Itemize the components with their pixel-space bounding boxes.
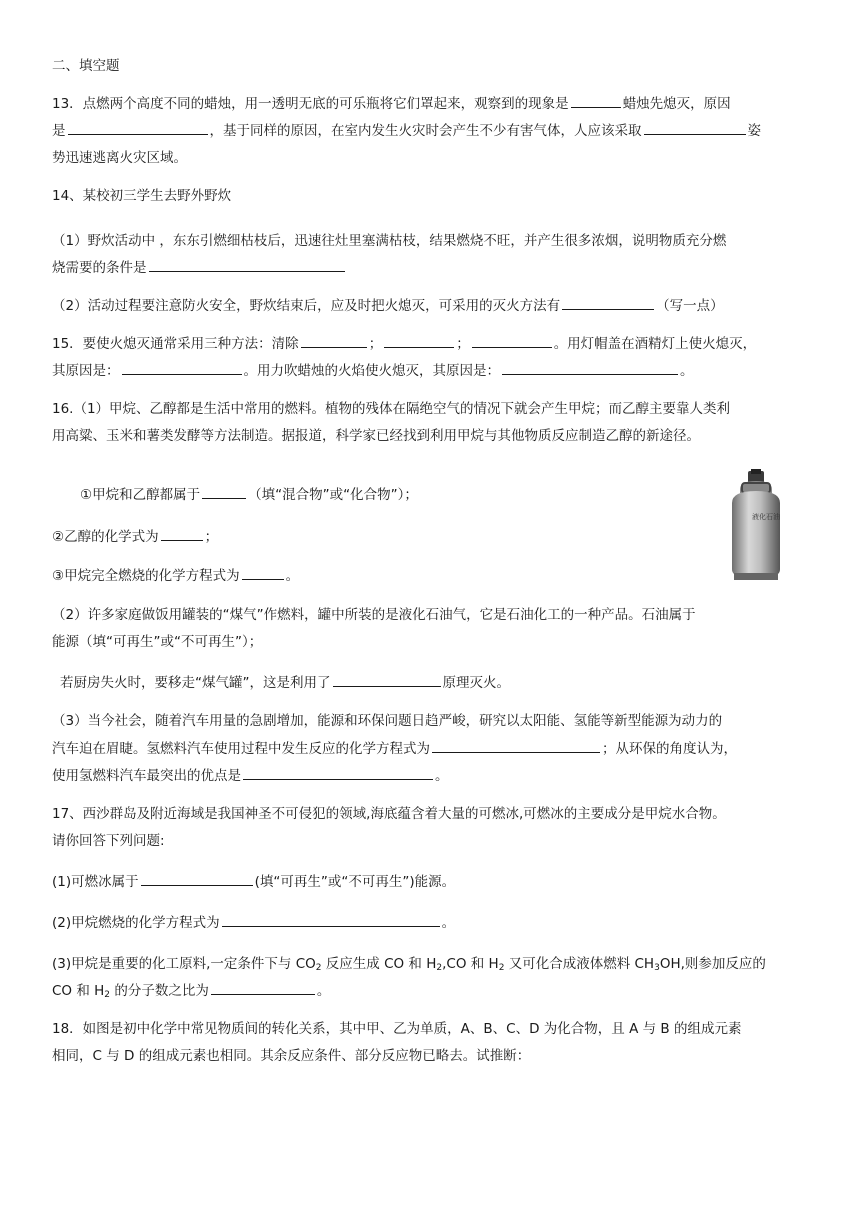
- q16-part2-line-2: 能源（填“可再生”或“不可再生”）；: [52, 634, 263, 650]
- q13-line-2: 是 ，基于同样的原因，在室内发生火灾时会产生不少有害气体，人应该采取 姿: [52, 118, 808, 145]
- q16-part3-line-2: 汽车迫在眉睫。氢燃料汽车使用过程中发生反应的化学方程式为 ；从环保的角度认为，: [52, 736, 808, 763]
- q16-part2-line-1: （2）许多家庭做饭用罐装的“煤气”作燃料，罐中所装的是液化石油气，它是石油化工的一种产品。石油属于: [52, 607, 696, 623]
- q16-sub-3: ③甲烷完全燃烧的化学方程式为 。: [52, 563, 808, 590]
- q17-line-2: 请你回答下列问题:: [52, 833, 165, 849]
- q17-sub-3-line-1: (3)甲烷是重要的化工原料,一定条件下与 $CO_2$ 反应生成 CO 和 $H_2,CO$ 和 $H_2$ 又可化合成液体燃料 $CH_3OH$,则参加反应的: [52, 956, 766, 973]
- gas-cylinder-image: [726, 469, 786, 581]
- q13-blank-3[interactable]: [644, 118, 746, 135]
- q16-part3-line-3: 使用氢燃料汽车最突出的优点是 。: [52, 763, 808, 790]
- q17-blank-2[interactable]: [222, 910, 440, 927]
- section-title: 二、填空题: [52, 58, 120, 74]
- q18-line-2: 相同，C 与 D 的组成元素也相同。其余反应条件、部分反应物已略去。试推断：: [52, 1048, 531, 1064]
- q13-line-3: 势迅速逃离火灾区域。: [52, 150, 187, 166]
- q14-title: 14、某校初三学生去野外野炊: [52, 188, 232, 204]
- q17-sub-3-line-2: CO 和 $H_2$ 的分子数之比为 。: [52, 978, 808, 1005]
- q15-line-2: 其原因是： 。用力吹蜡烛的火焰使火熄灭，其原因是： 。: [52, 358, 808, 385]
- q15-blank-3[interactable]: [472, 331, 552, 348]
- q18-line-1: 18．如图是初中化学中常见物质间的转化关系，其中甲、乙为单质，A、B、C、D 为化合物，且 A 与 B 的组成元素: [52, 1021, 742, 1037]
- q16-sub-1: ①甲烷和乙醇都属于 （填“混合物”或“化合物”）；: [80, 482, 836, 509]
- q13-blank-2[interactable]: [68, 118, 208, 135]
- q14-part1-line-1: （1）野炊活动中 ，东东引燃细枯枝后，迅速往灶里塞满枯枝，结果燃烧不旺，并产生很多浓烟，说明物质充分燃: [52, 233, 727, 249]
- q17-blank-1[interactable]: [141, 869, 253, 886]
- q17-sub-1: (1)可燃冰属于 (填“可再生”或“不可再生”)能源。: [52, 869, 808, 896]
- q17-line-1: 17、西沙群岛及附近海域是我国神圣不可侵犯的领域,海底蕴含着大量的可燃冰,可燃冰的主要成分是甲烷水合物。: [52, 806, 726, 822]
- q16-sub-2: ②乙醇的化学式为 ；: [52, 524, 808, 551]
- q16-blank-6[interactable]: [243, 763, 433, 780]
- q16-part3-line-1: （3）当今社会，随着汽车用量的急剧增加，能源和环保问题日趋严峻，研究以太阳能、氢能等新型能源为动力的: [52, 713, 723, 729]
- q16-intro-line-1: 16.（1）甲烷、乙醇都是生活中常用的燃料。植物的残体在隔绝空气的情况下就会产生甲烷；而乙醇主要靠人类利: [52, 401, 731, 417]
- q16-intro-line-2: 用高粱、玉米和薯类发酵等方法制造。据报道，科学家已经找到利用甲烷与其他物质反应制造乙醇的新途径。: [52, 428, 700, 444]
- q15-blank-2[interactable]: [384, 331, 454, 348]
- q14-part2: （2）活动过程要注意防火安全，野炊结束后，应及时把火熄灭，可采用的灭火方法有 （写一点）: [52, 293, 808, 320]
- q15-blank-4[interactable]: [122, 358, 242, 375]
- q17-sub-2: (2)甲烷燃烧的化学方程式为 。: [52, 910, 808, 937]
- q16-blank-4[interactable]: [333, 670, 441, 687]
- q15-blank-1[interactable]: [301, 331, 367, 348]
- q15-line-1: 15．要使火熄灭通常采用三种方法：清除 ； ； 。用灯帽盖在酒精灯上使火熄灭，: [52, 331, 808, 358]
- q15-blank-5[interactable]: [502, 358, 678, 375]
- q17-blank-3[interactable]: [211, 978, 315, 995]
- q14-blank-2[interactable]: [562, 293, 654, 310]
- q16-blank-3[interactable]: [242, 563, 284, 580]
- q16-blank-5[interactable]: [432, 736, 600, 753]
- tank-label: 液化石油: [752, 513, 780, 521]
- q16-blank-2[interactable]: [161, 524, 203, 541]
- q13-line-1: 13．点燃两个高度不同的蜡烛，用一透明无底的可乐瓶将它们罩起来，观察到的现象是 蜡烛先熄灭，原因: [52, 91, 808, 118]
- q13-blank-1[interactable]: [571, 91, 621, 108]
- q14-blank-1[interactable]: [149, 255, 345, 272]
- q14-part1-line-2: 烧需要的条件是: [52, 255, 808, 282]
- q16-part2-line-3: 若厨房失火时，要移走“煤气罐”，这是利用了 原理灭火。: [60, 670, 816, 697]
- q16-blank-1[interactable]: [202, 482, 246, 499]
